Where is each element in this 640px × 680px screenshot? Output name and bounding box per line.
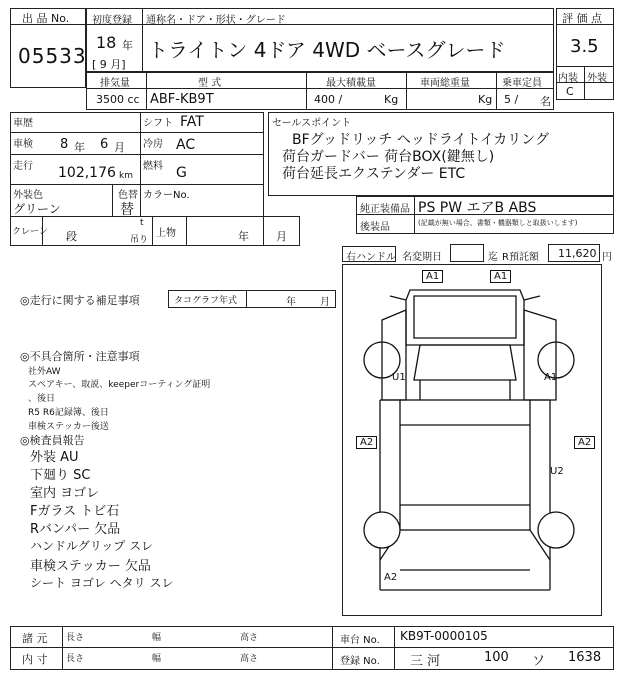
first-registration-label: 初度登録: [92, 15, 132, 26]
genuine-equipment-label: 純正装備品: [360, 204, 410, 215]
upper-label: 上物: [156, 228, 176, 239]
mark-u1: U1: [392, 372, 406, 383]
inspection-month: 6: [100, 137, 109, 152]
fuel-value: G: [176, 165, 187, 181]
inspector-line-6: ハンドルグリップ スレ: [30, 539, 154, 553]
registration-class: 100: [484, 650, 509, 665]
defect-line-4: R5 R6記録簿、後日: [28, 408, 109, 418]
handle-value: 右ハンドル: [346, 252, 396, 263]
recycle-value: 11,620: [558, 247, 597, 260]
inspection-year: 8: [60, 137, 69, 152]
inspector-report-label: ◎検査員報告: [20, 434, 85, 447]
shift-label: シフト: [143, 118, 173, 129]
spec-label: 諸 元: [22, 632, 48, 645]
max-load-unit: Kg: [384, 93, 399, 106]
inner-width-label: 幅: [152, 654, 162, 664]
upper-month: 月: [276, 230, 287, 243]
exterior-color-label: 外装色: [13, 190, 43, 201]
sales-point-line-3: 荷台延長エクステンダー ETC: [282, 166, 466, 182]
mark-a1-front-left: A1: [422, 270, 443, 283]
color-change-value: 替: [120, 202, 134, 218]
ac-label: 冷房: [143, 139, 163, 150]
exterior-color-value: グリーン: [13, 202, 61, 216]
inspection-label: 車検: [13, 139, 33, 150]
mileage-label: 走行: [13, 161, 33, 172]
registration-area: 三 河: [410, 654, 441, 669]
sales-points-label: セールスポイント: [272, 118, 352, 129]
interior-label: 内装: [558, 73, 578, 84]
defects-label: ◎不具合箇所・注意事項: [20, 350, 140, 363]
mark-a2-left: A2: [356, 436, 377, 449]
recycle-label: R預託額: [502, 252, 539, 263]
mileage-unit: km: [119, 171, 133, 181]
inspector-line-3: 室内 ヨゴレ: [30, 486, 100, 501]
model-value: ABF-KB9T: [150, 92, 214, 107]
defect-line-1: 社外AW: [28, 367, 61, 377]
defect-line-5: 車検ステッカー後送: [28, 422, 109, 432]
registration-kana: ソ: [532, 654, 546, 669]
inspector-line-1: 外装 AU: [30, 450, 79, 465]
capacity-unit: 名: [540, 95, 551, 108]
year-number: 18: [96, 33, 117, 52]
crane-hanging: 吊り: [130, 235, 149, 245]
tachograph-label: タコグラフ年式: [174, 296, 238, 306]
aftermarket-note: (記載が無い場合、書類・機器類しと取扱いします): [418, 219, 578, 227]
inspection-month-unit: 月: [114, 141, 125, 154]
mark-a1-side: A1: [544, 372, 558, 383]
crane-label: クレーン: [12, 227, 48, 237]
gross-weight-unit: Kg: [478, 93, 493, 106]
inspector-line-4: Fガラス トビ石: [30, 504, 120, 519]
mark-u2: U2: [550, 466, 564, 477]
capacity-value: 5 /: [504, 93, 519, 106]
genuine-equipment-value: PS PW エアB ABS: [418, 200, 537, 216]
displacement-label: 排気量: [100, 78, 130, 89]
registration-label: 登録 No.: [340, 656, 380, 667]
inner-height-label: 高さ: [240, 654, 259, 664]
driving-supplement-label: ◎走行に関する補足事項: [20, 294, 140, 307]
inspector-line-2: 下廻り SC: [30, 468, 91, 483]
color-number-label: カラーNo.: [143, 190, 190, 201]
history-label: 車歴: [13, 118, 33, 129]
inner-dim-label: 内 寸: [22, 653, 48, 666]
ac-value: AC: [176, 137, 196, 153]
tachograph-year: 年: [286, 297, 296, 308]
inspector-line-8: シート ヨゴレ ヘタリ スレ: [30, 576, 174, 590]
mileage-value: 102,176: [58, 165, 116, 181]
defect-line-2: スペアキー、取説、keeperコーティング証明: [28, 380, 211, 390]
tachograph-month: 月: [320, 297, 330, 308]
upper-year: 年: [238, 230, 249, 243]
lot-label: 出 品 No.: [22, 12, 70, 25]
name-change-label: 名変期日: [402, 252, 442, 263]
aftermarket-label: 後装品: [360, 222, 390, 233]
exterior-label: 外装: [587, 73, 607, 84]
lot-number: 05533: [18, 44, 87, 68]
gross-weight-label: 車両総重量: [420, 78, 470, 89]
model-label: 型 式: [198, 78, 222, 89]
max-load-label: 最大積載量: [326, 78, 376, 89]
fuel-label: 燃料: [143, 161, 163, 172]
capacity-label: 乗車定員: [502, 78, 542, 89]
month-value: [ 9 月]: [92, 58, 126, 71]
spec-length-label: 長さ: [66, 633, 85, 643]
name-change-until: 迄: [488, 252, 498, 263]
displacement-value: 3500 cc: [96, 93, 140, 106]
chassis-value: KB9T-0000105: [400, 629, 488, 643]
interior-score: C: [566, 85, 574, 98]
registration-number: 1638: [568, 650, 602, 665]
mark-a2-right: A2: [574, 436, 595, 449]
score-value: 3.5: [570, 36, 599, 57]
spec-width-label: 幅: [152, 633, 162, 643]
sales-point-line-1: BFグッドリッチ ヘッドライトイカリング: [292, 132, 550, 148]
recycle-unit: 円: [602, 252, 612, 263]
inspector-line-7: 車検ステッカー 欠品: [30, 559, 151, 574]
spec-height-label: 高さ: [240, 633, 259, 643]
max-load-value: 400 /: [314, 93, 343, 106]
name-grade-label: 通称名・ドア・形状・グレード: [146, 15, 286, 26]
mark-a1-front-right: A1: [490, 270, 511, 283]
shift-value: FAT: [180, 114, 204, 130]
inner-length-label: 長さ: [66, 654, 85, 664]
sales-point-line-2: 荷台ガードバー 荷台BOX(鍵無し): [282, 149, 495, 165]
inspector-line-5: Rバンパー 欠品: [30, 522, 121, 537]
year-unit: 年: [122, 39, 133, 52]
vehicle-name: トライトン 4ドア 4WD ベースグレード: [148, 38, 506, 62]
inspection-year-unit: 年: [74, 141, 85, 154]
color-change-label: 色替: [118, 190, 138, 201]
crane-ton: t: [140, 218, 144, 228]
footer-box: [10, 626, 614, 670]
mark-a2-rear: A2: [384, 572, 398, 583]
score-label: 評 価 点: [562, 12, 602, 25]
defect-line-3: 、後日: [28, 394, 56, 404]
crane-stage: 段: [66, 230, 77, 243]
chassis-label: 車台 No.: [340, 635, 380, 646]
